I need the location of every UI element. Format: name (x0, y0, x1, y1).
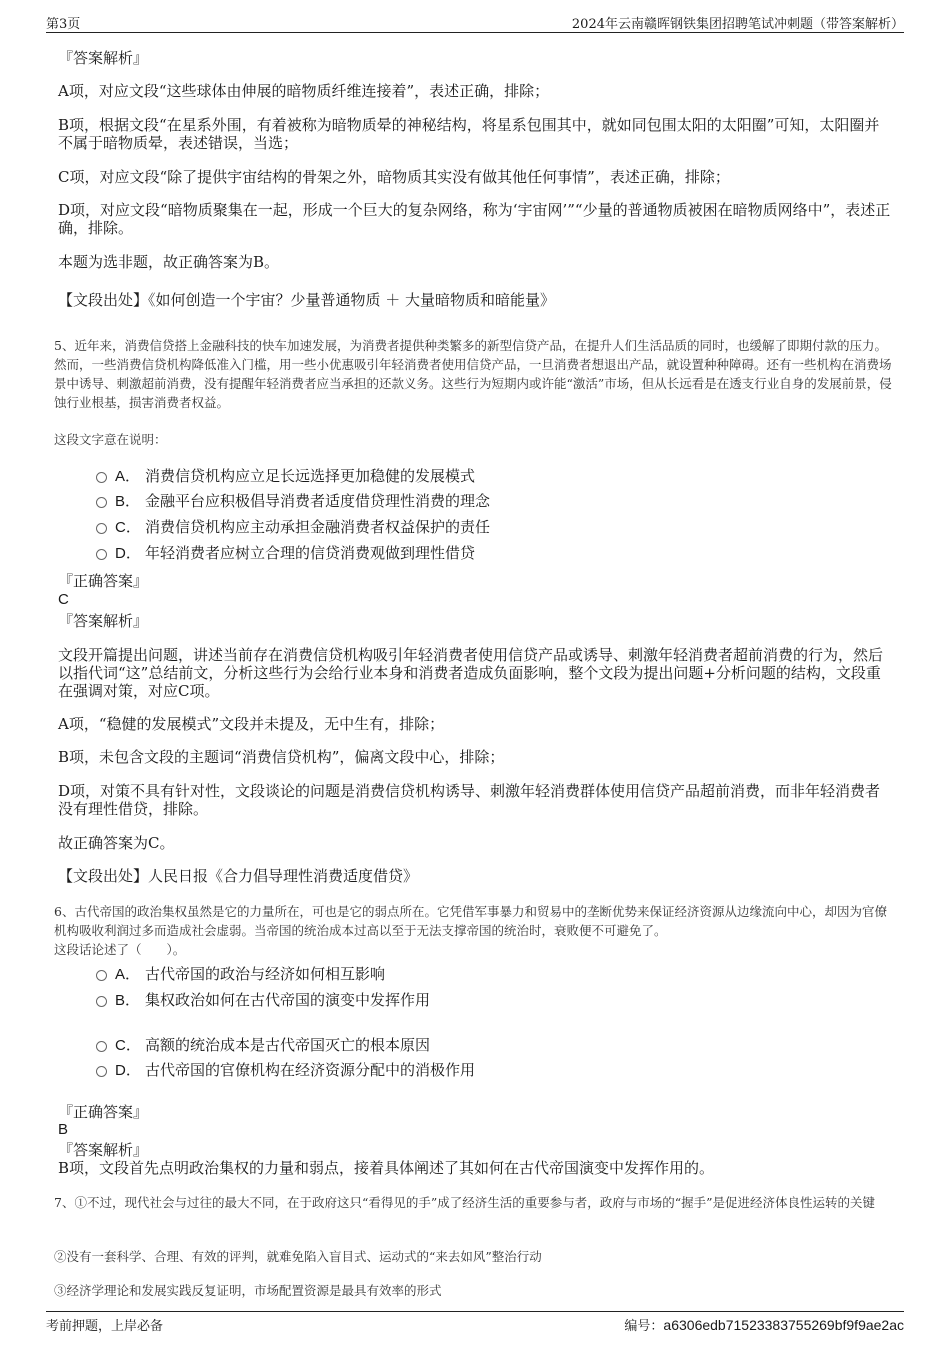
radio-button[interactable] (96, 1041, 107, 1052)
q5-analysis-d: D项，对策不具有针对性，文段谈论的问题是消费信贷机构诱导、刺激年轻消费群体使用信贷产品超前消费，而非年轻消费者没有理性借贷，排除。 (58, 782, 881, 818)
q6-stem: 6、古代帝国的政治集权虽然是它的力量所在，可也是它的弱点所在。它凭借军事暴力和贸易中的垄断优势来保证经济资源从边缘流向中心，却因为官僚机构吸收利润过多而造成社会虚弱。当帝国的统治成本过高以至于无法支撑帝国的统治时，衰败便不可避免了。 (54, 904, 887, 938)
q4-analysis-a: A项，对应文段“这些球体由伸展的暗物质纤维连接着”，表述正确，排除； (58, 82, 550, 100)
radio-button[interactable] (96, 996, 107, 1007)
q4-source: 【文段出处】《如何创造一个宇宙？少量普通物质 ＋ 大量暗物质和暗能量》 (58, 291, 556, 309)
q5-prompt: 这段文字意在说明： (54, 432, 167, 447)
q6-option-b[interactable]: B． 集权政治如何在古代帝国的演变中发挥作用 (96, 991, 430, 1010)
q4-analysis-label: 『答案解析』 (58, 49, 149, 67)
q7-statement-3: ③经济学理论和发展实践反复证明，市场配置资源是最具有效率的形式 (54, 1283, 442, 1298)
q5-answer: C (58, 591, 69, 608)
q4-conclusion: 本题为选非题，故正确答案为B。 (58, 253, 280, 271)
page-header (46, 10, 904, 33)
q7-statement-2: ②没有一套科学、合理、有效的评判，就难免陷入盲目式、运动式的“来去如风”整治行动 (54, 1249, 542, 1264)
q7-stem: 7、①不过，现代社会与过往的最大不同，在于政府这只“看得见的手”成了经济生活的重要参与者，政府与市场的“握手”是促进经济体良性运转的关键 (54, 1195, 876, 1210)
q5-conclusion: 故正确答案为C。 (58, 834, 175, 852)
footer-code: 编号：a6306edb71523383755269bf9f9ae2ac (624, 1317, 904, 1334)
radio-button[interactable] (96, 523, 107, 534)
q5-stem: 5、近年来，消费信贷搭上金融科技的快车加速发展，为消费者提供种类繁多的新型信贷产品，在提升人们生活品质的同时，也缓解了即期付款的压力。然而，一些消费信贷机构降低准入门槛，用一些小优惠吸引年轻消费者使用信贷产品，一旦消费者想退出产品，就设置种种障碍。还有一些机构在消费场景中诱导、刺激超前消费，没有提醒年轻消费者应当承担的还款义务。这些行为短期内或许能“激活”市场，但从长远看是在透支行业自身的发展前景，侵蚀行业根基，损害消费者权益。 (54, 338, 892, 410)
q6-option-a[interactable]: A． 古代帝国的政治与经济如何相互影响 (96, 965, 385, 984)
q5-analysis-b: B项，未包含文段的主题词“消费信贷机构”，偏离文段中心，排除； (58, 748, 505, 766)
page-footer (46, 1311, 904, 1335)
q5-option-b[interactable]: B． 金融平台应积极倡导消费者适度借贷理性消费的理念 (96, 492, 490, 511)
q5-analysis-label: 『答案解析』 (58, 612, 149, 630)
q6-analysis: B项，文段首先点明政治集权的力量和弱点，接着具体阐述了其如何在古代帝国演变中发挥作用的。 (58, 1159, 715, 1177)
q6-answer-label: 『正确答案』 (58, 1103, 149, 1121)
q6-analysis-label: 『答案解析』 (58, 1141, 149, 1159)
q5-option-d[interactable]: D． 年轻消费者应树立合理的信贷消费观做到理性借贷 (96, 544, 475, 563)
radio-button[interactable] (96, 497, 107, 508)
q5-analysis-a: A项，“稳健的发展模式”文段并未提及，无中生有，排除； (58, 715, 445, 733)
q5-source: 【文段出处】人民日报《合力倡导理性消费适度借贷》 (58, 867, 419, 885)
q4-analysis-d: D项，对应文段“暗物质聚集在一起，形成一个巨大的复杂网络，称为‘宇宙网’”“少量的普通物质被困在暗物质网络中”，表述正确，排除。 (58, 201, 891, 237)
q5-option-a[interactable]: A． 消费信贷机构应立足长远选择更加稳健的发展模式 (96, 467, 475, 486)
q6-option-d[interactable]: D． 古代帝国的官僚机构在经济资源分配中的消极作用 (96, 1061, 475, 1080)
q6-option-c[interactable]: C． 高额的统治成本是古代帝国灭亡的根本原因 (96, 1036, 430, 1055)
q5-analysis: 文段开篇提出问题，讲述当前存在消费信贷机构吸引年轻消费者使用信贷产品或诱导、刺激年轻消费者超前消费的行为，然后以指代词“这”总结前文，分析这些行为会给行业本身和消费者造成负面影响，整个文段为提出问题+分析问题的结构，文段重在强调对策，对应C项。 (58, 646, 884, 700)
q6-answer: B (58, 1121, 69, 1138)
q6-prompt: 这段话论述了（ ）。 (54, 942, 186, 957)
q5-answer-label: 『正确答案』 (58, 572, 149, 590)
page-number: 第3页 (46, 17, 81, 32)
radio-button[interactable] (96, 1066, 107, 1077)
radio-button[interactable] (96, 549, 107, 560)
document-title: 2024年云南赣晖钢铁集团招聘笔试冲刺题（带答案解析） (571, 17, 904, 32)
radio-button[interactable] (96, 472, 107, 483)
q5-option-c[interactable]: C． 消费信贷机构应主动承担金融消费者权益保护的责任 (96, 518, 490, 537)
footer-slogan: 考前押题，上岸必备 (46, 1319, 164, 1334)
q4-analysis-b: B项，根据文段“在星系外围，有着被称为暗物质晕的神秘结构，将星系包围其中，就如同包围太阳的太阳圈”可知，太阳圈并不属于暗物质晕，表述错误，当选； (58, 116, 880, 152)
radio-button[interactable] (96, 970, 107, 981)
q4-analysis-c: C项，对应文段“除了提供宇宙结构的骨架之外，暗物质其实没有做其他任何事情”，表述正确，排除； (58, 168, 730, 186)
